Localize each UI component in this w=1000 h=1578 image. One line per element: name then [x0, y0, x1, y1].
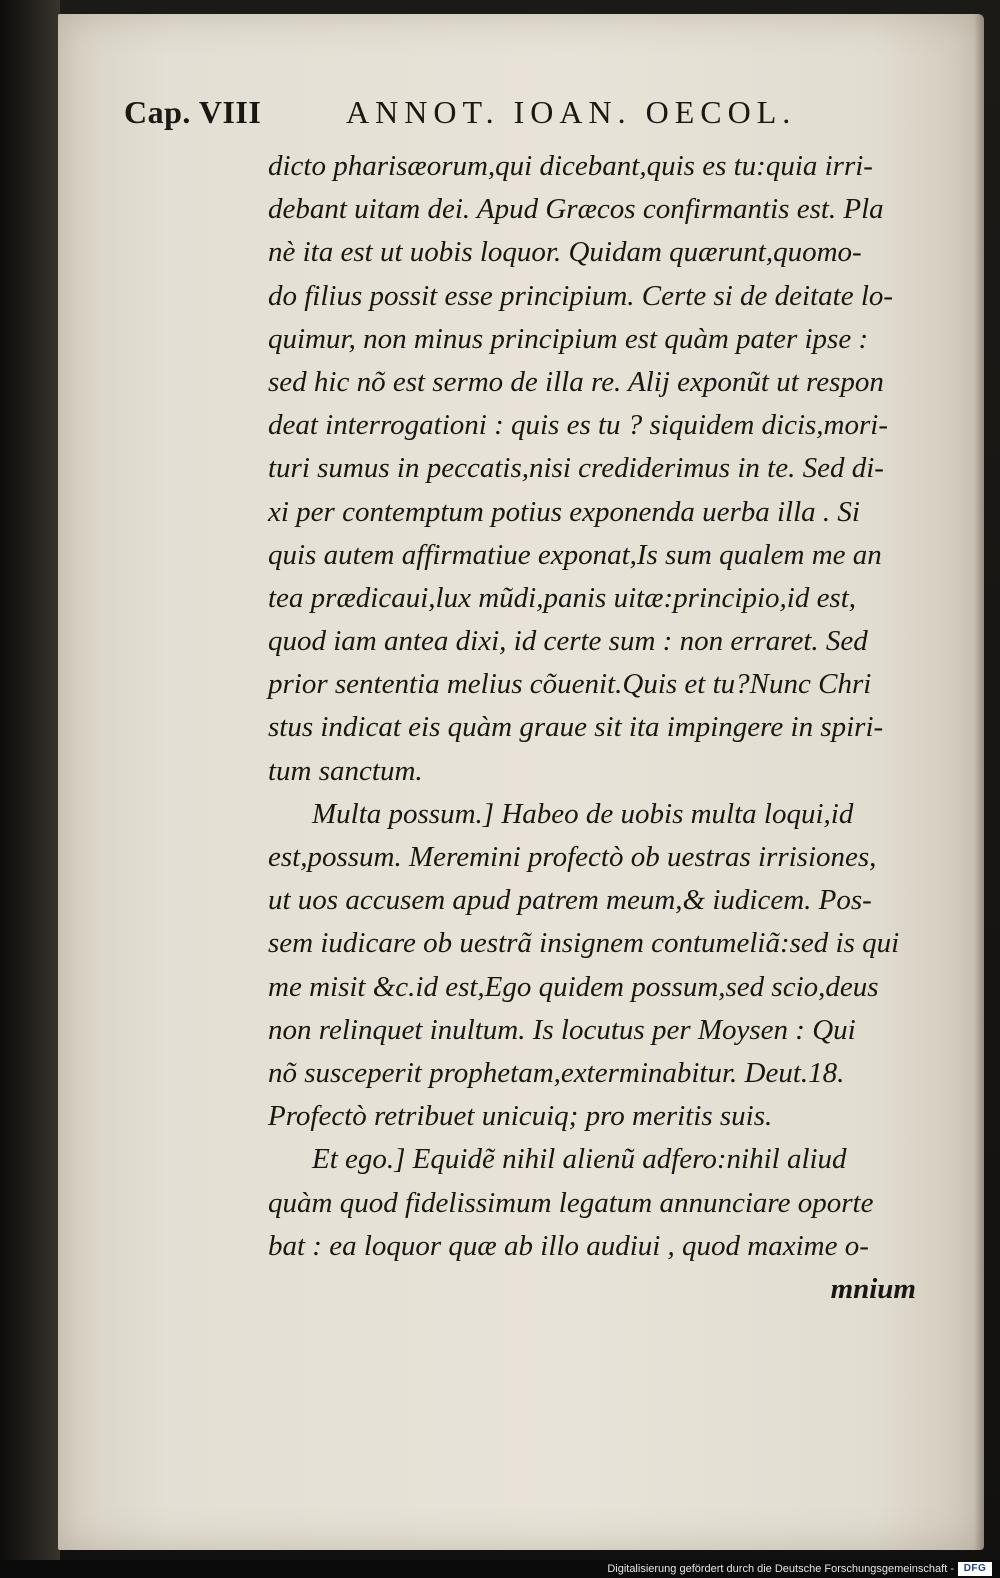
page-body-text — [268, 145, 928, 1311]
text-line: turi sumus in peccatis,nisi crediderimus in te. Sed di- — [268, 452, 884, 485]
text-line: quod iam antea dixi, id certe sum : non erraret. Sed — [268, 625, 868, 658]
text-line: nõ susceperit prophetam,exterminabitur. Deut.18. — [268, 1056, 845, 1089]
text-line: me misit &c.id est,Ego quidem possum,sed scio,deus — [268, 970, 879, 1003]
text-line: nè ita est ut uobis loquor. Quidam quærunt,quomo- — [268, 236, 862, 269]
text-line: sed hic nõ est sermo de illa re. Alij exponũt ut respon — [268, 365, 884, 398]
dfg-logo: DFG — [958, 1562, 992, 1576]
text-line: sem iudicare ob uestrã insignem contumeliã:sed is qui — [268, 927, 900, 960]
text-line: do filius possit esse principium. Certe si de deitate lo- — [268, 279, 894, 312]
text-line: deat interrogationi : quis es tu ? siquidem dicis,mori- — [268, 409, 888, 442]
catchword: mnium — [830, 1272, 916, 1305]
book-spine-shadow — [0, 0, 60, 1560]
running-head — [124, 94, 844, 140]
chapter-label: Cap. VIII — [124, 94, 262, 130]
text-line: quimur, non minus principium est quàm pater ipse : — [268, 322, 869, 355]
text-line: tum sanctum. — [268, 754, 423, 787]
text-line: quis autem affirmatiue exponat,Is sum qualem me an — [268, 538, 882, 571]
text-line: tea prædicaui,lux mũdi,panis uitæ:principio,id est, — [268, 581, 857, 614]
text-line: ut uos accusem apud patrem meum,& iudicem. Pos- — [268, 884, 872, 917]
text-line: debant uitam dei. Apud Græcos confirmantis est. Pla — [268, 193, 884, 226]
text-line: Profectò retribuet unicuiq; pro meritis suis. — [268, 1100, 773, 1133]
text-line: prior sententia melius cõuenit.Quis et tu?Nunc Chri — [268, 668, 872, 701]
text-line: non relinquet inultum. Is locutus per Moysen : Qui — [268, 1013, 856, 1046]
text-line: est,possum. Meremini profectò ob uestras irrisiones, — [268, 841, 877, 873]
text-line: dicto pharisæorum,qui dicebant,quis es tu:quia irri- — [268, 150, 873, 182]
paragraph-start-line: Multa possum.] Habeo de uobis multa loqui,id — [312, 797, 854, 830]
text-line: bat : ea loquor quæ ab illo audiui , quod maxime o- — [268, 1229, 869, 1262]
paragraph-start-line: Et ego.] Equidẽ nihil alienũ adfero:nihil aliud — [312, 1143, 847, 1176]
text-line: xi per contemptum potius exponenda uerba illa . Si — [268, 495, 860, 528]
funding-credit: Digitalisierung gefördert durch die Deutsche Forschungsgemeinschaft - — [607, 1563, 954, 1575]
text-line: quàm quod fidelissimum legatum annunciare oporte — [268, 1186, 874, 1219]
running-title: ANNOT. IOAN. OECOL. — [346, 94, 797, 130]
text-line: stus indicat eis quàm graue sit ita impingere in spiri- — [268, 711, 884, 744]
